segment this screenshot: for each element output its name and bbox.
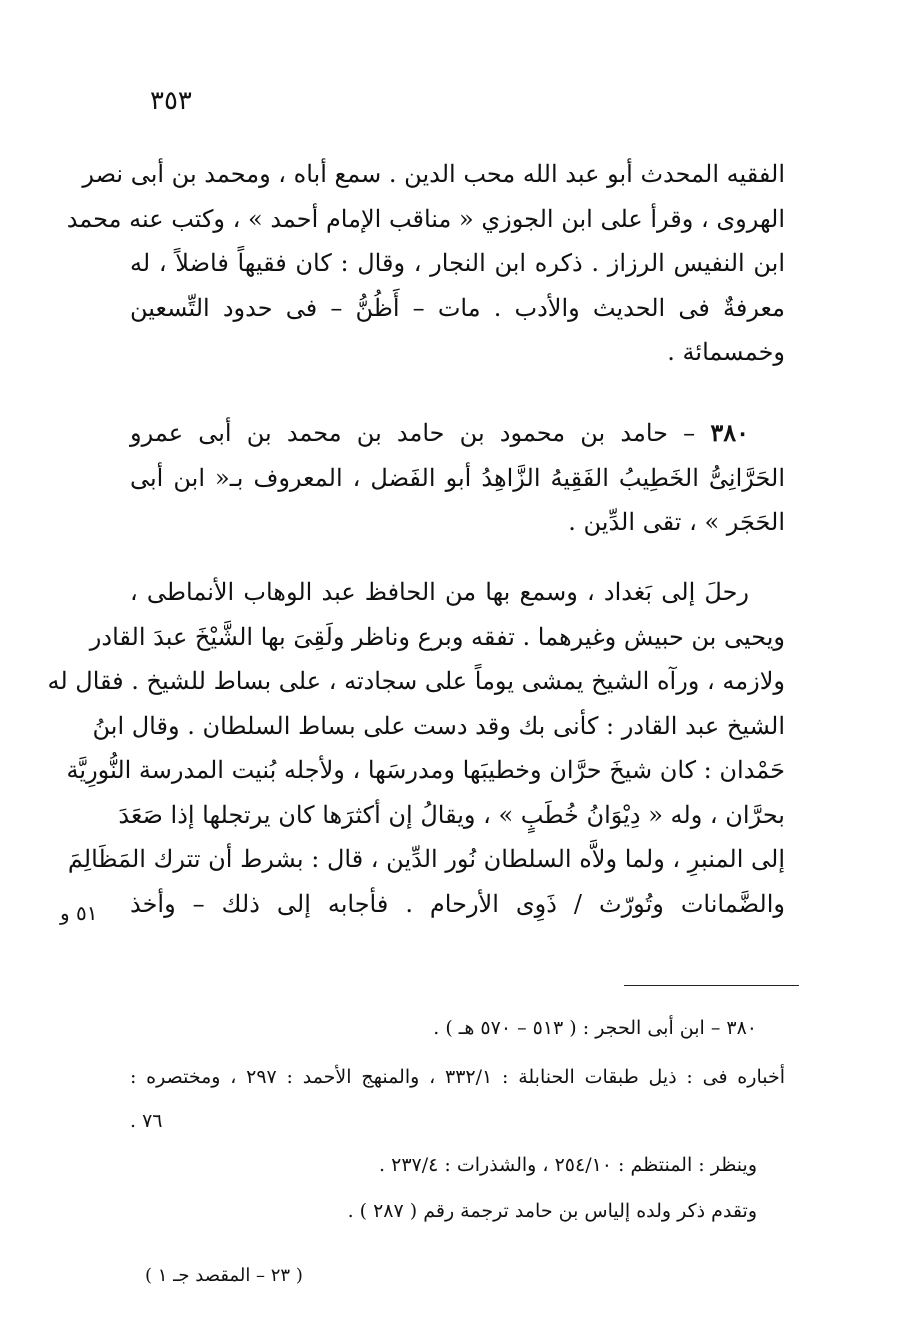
text-line: بحرَّان ، وله « دِيْوَانُ خُطَبٍ » ، ويقالُ إن أكثرَها كان يرتجلها إذا صَعَدَ bbox=[118, 800, 785, 829]
footnote-line: وينظر : المنتظم : ٢٥٤/١٠ ، والشذرات : ٢٣٧/٤ . bbox=[379, 1154, 757, 1176]
text-line: حَمْدان : كان شيخَ حرَّان وخطيبَها ومدرسَها ، ولأجله بُنيت المدرسة النُّورِيَّة bbox=[66, 756, 785, 784]
footnote-line: ٣٨٠ – ابن أبى الحجر : ( ٥١٣ – ٥٧٠ هـ ) . bbox=[433, 1017, 757, 1039]
text-line: الحَجَر » ، تقى الدِّين . bbox=[568, 508, 785, 536]
text-line: والضَّمانات وتُورّث / ذَوِى الأرحام . فأجابه إلى ذلك – وأخذ bbox=[130, 889, 785, 918]
paragraph-previous-entry bbox=[66, 152, 785, 375]
text-line: الفقيه المحدث أبو عبد الله محب الدين . سمع أباه ، ومحمد بن أبى نصر bbox=[82, 160, 785, 188]
text-line bbox=[130, 411, 785, 456]
text-line: معرفةٌ فى الحديث والأدب . مات – أَظُنُّ – فى حدود التِّسعين bbox=[130, 293, 785, 322]
entry-number: ٣٨٠ bbox=[710, 418, 749, 447]
footnote-divider bbox=[624, 985, 799, 986]
text-line: وخمسمائة . bbox=[667, 338, 785, 366]
page-number: ٣٥٣ bbox=[150, 86, 192, 116]
entry-title: – حامد بن محمود بن حامد بن محمد بن أبى عمرو bbox=[130, 419, 696, 447]
text-line: ولازمه ، ورآه الشيخ يمشى يوماً على سجادته ، على بساط للشيخ . فقال له bbox=[47, 667, 785, 695]
text-line: رحلَ إلى بَغداد ، وسمع بها من الحافظ عبد الوهاب الأنماطى ، bbox=[130, 578, 749, 606]
footnote-line: ٧٦ . bbox=[130, 1110, 163, 1132]
text-line: الحَرَّانِىُّ الخَطِيبُ الفَقِيهُ الزَّاهِدُ أبو الفَضل ، المعروف بـ« ابن أبى bbox=[130, 463, 785, 492]
signature-mark: ( ٢٣ – المقصد جـ ١ ) bbox=[145, 1265, 303, 1286]
text-line: الشيخ عبد القادر : كأنى بك وقد دست على بساط السلطان . وقال ابنُ bbox=[92, 711, 785, 740]
text-line: ابن النفيس الرزاز . ذكره ابن النجار ، وقال : كان فقيهاً فاضلاً ، له bbox=[130, 249, 785, 277]
manuscript-folio-marker: ٥١ و bbox=[60, 901, 98, 925]
text-line: ويحيى بن حبيش وغيرهما . تفقه وبرع وناظر ولَقِىَ بها الشَّيْخَ عبدَ القادر bbox=[89, 622, 785, 651]
footnote-line: وتقدم ذكر ولده إلياس بن حامد ترجمة رقم ( ٢٨٧ ) . bbox=[347, 1200, 757, 1222]
text-line: الهروى ، وقرأ على ابن الجوزي « مناقب الإمام أحمد » ، وكتب عنه محمد bbox=[66, 204, 785, 233]
text-line: إلى المنبرِ ، ولما ولاَّه السلطان نُور الدِّين ، قال : بشرط أن تترك المَظَالِمَ bbox=[67, 845, 785, 873]
footnote-line: أخباره فى : ذيل طبقات الحنابلة : ٣٣٢/١ ، والمنهج الأحمد : ٢٩٧ ، ومختصره : bbox=[130, 1066, 785, 1088]
paragraph-entry-heading bbox=[130, 411, 785, 545]
